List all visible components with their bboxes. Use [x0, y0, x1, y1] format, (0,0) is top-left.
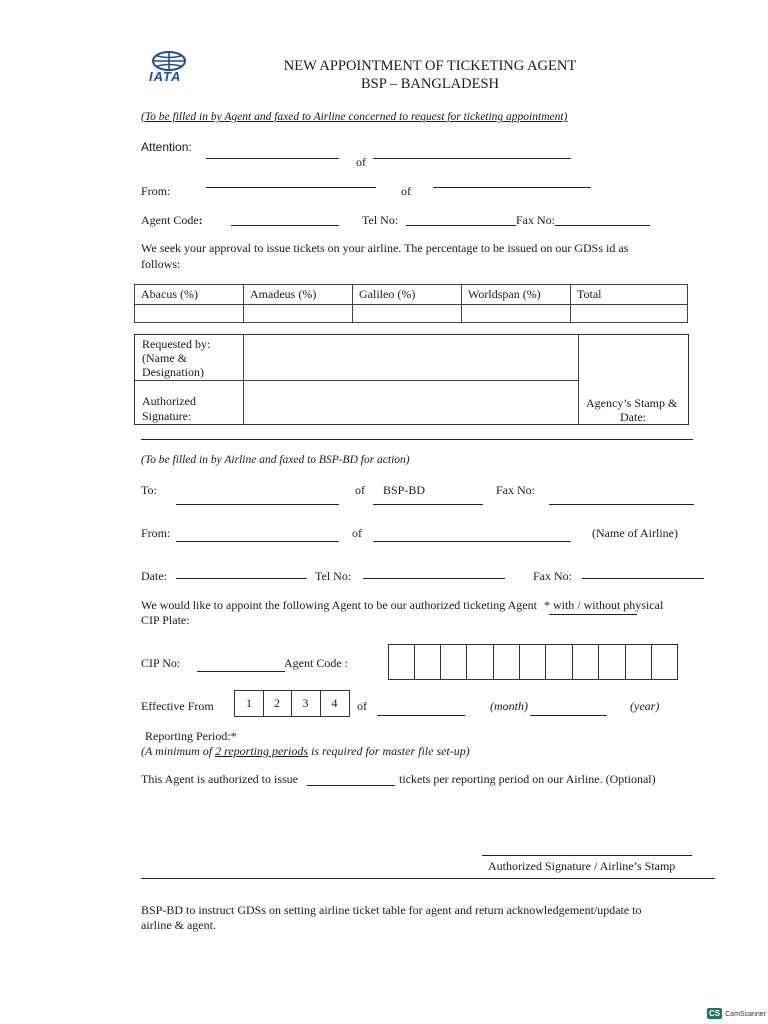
period-boxes[interactable]	[234, 690, 350, 717]
section-divider-1	[141, 439, 693, 440]
iata-logo	[143, 50, 195, 86]
period-1: 1	[246, 696, 252, 710]
fax-field-a[interactable]	[549, 504, 694, 505]
date-field[interactable]	[176, 578, 307, 579]
date-label: Date:	[141, 569, 167, 583]
to-label: To:	[141, 483, 157, 497]
gds-header-total: Total	[571, 285, 688, 305]
cip-no-label: CIP No:	[141, 656, 181, 670]
reporting-period-label: Reporting Period:*	[145, 729, 237, 743]
authorized-signature-field[interactable]	[245, 382, 576, 423]
from-label: From:	[141, 184, 171, 198]
tel-field[interactable]	[406, 225, 516, 226]
with-without-plate: with / without physical	[552, 598, 664, 612]
attention-field[interactable]	[206, 158, 339, 159]
request-table	[134, 334, 689, 425]
minimum-note	[141, 744, 470, 759]
of-label-b: of	[352, 526, 362, 540]
section1-note: (To be filled in by Agent and faxed to Airline concerned to request for ticketing appointment)	[141, 111, 568, 123]
title-line-2: BSP – BANGLADESH	[360, 76, 500, 92]
month-field[interactable]	[377, 715, 465, 716]
requested-by-label: Requested by:	[142, 337, 211, 351]
from-of-field[interactable]	[433, 187, 591, 188]
name-designation-label: (Name &	[142, 351, 187, 365]
from-field[interactable]	[206, 187, 376, 188]
period-3: 3	[302, 696, 309, 710]
airline-signature-field[interactable]	[482, 855, 692, 856]
gds-header-amadeus: Amadeus (%)	[244, 285, 353, 305]
appoint-text-main: We would like to appoint the following Agent to be our authorized ticketing Agent	[141, 598, 537, 612]
designation-label: Designation)	[142, 365, 204, 379]
camscanner-label: CamScanner	[725, 1011, 766, 1018]
minimum-note-pre: (A minimum of	[141, 744, 216, 758]
year-field[interactable]	[530, 715, 607, 716]
bsp-bd-field	[373, 504, 483, 505]
agent-code-text: Agent Code	[141, 213, 199, 227]
gds-worldspan-cell[interactable]	[462, 305, 571, 323]
signature-stamp-label: Authorized Signature / Airline’s Stamp	[488, 859, 676, 873]
gds-header-row	[135, 285, 688, 305]
authorized-issue-pre: This Agent is authorized to issue	[141, 772, 298, 786]
fax-field[interactable]	[555, 225, 650, 226]
of-label-c: of	[357, 699, 367, 713]
minimum-note-link: 2 reporting periods	[215, 744, 308, 758]
gds-table	[134, 284, 688, 323]
iata-logo-text: IATA	[149, 69, 182, 84]
fax-label: Fax No:	[516, 213, 555, 227]
agent-code-boxes[interactable]	[388, 644, 678, 680]
appoint-text-1	[141, 598, 663, 613]
effective-from-label: Effective From	[141, 699, 214, 713]
gds-value-row	[135, 305, 688, 323]
appoint-text-2: CIP Plate:	[141, 613, 190, 627]
title-line-1: NEW APPOINTMENT OF TICKETING AGENT	[283, 58, 577, 74]
section2-note: (To be filled in by Airline and faxed to BSP-BD for action)	[141, 454, 410, 466]
fax-label-b: Fax No:	[533, 569, 572, 583]
gds-abacus-cell[interactable]	[135, 305, 244, 323]
footer-text-1: BSP-BD to instruct GDSs on setting airline ticket table for agent and return acknowledgement/update to	[141, 903, 642, 917]
fax-field-b[interactable]	[582, 578, 704, 579]
agent-code-colon: :	[198, 213, 203, 227]
tel-field-2[interactable]	[363, 578, 505, 579]
agent-code-field[interactable]	[231, 225, 339, 226]
approval-text-2: follows:	[141, 257, 181, 271]
year-label: (year)	[630, 699, 660, 713]
fax-label-a: Fax No:	[496, 483, 535, 497]
tel-label-2: Tel No:	[315, 569, 352, 583]
gds-header-worldspan: Worldspan (%)	[462, 285, 571, 305]
attention-label: Attention:	[141, 140, 192, 154]
to-field[interactable]	[176, 504, 339, 505]
agency-stamp-date-label: Date:	[620, 410, 646, 424]
month-label: (month)	[490, 699, 528, 713]
camscanner-watermark	[707, 1005, 766, 1020]
gds-amadeus-cell[interactable]	[244, 305, 353, 323]
authorized-issue-post: tickets per reporting period on our Airline. (Optional)	[399, 772, 656, 786]
name-of-airline-label: (Name of Airline)	[592, 526, 678, 540]
from-field-2[interactable]	[176, 541, 339, 542]
camscanner-badge: CS	[709, 1009, 721, 1018]
gds-header-abacus: Abacus (%)	[135, 285, 244, 305]
of-label-1: of	[356, 155, 366, 169]
section-divider-2	[141, 878, 715, 879]
approval-text-1: We seek your approval to issue tickets on your airline. The percentage to be issued on our GDSs id as	[141, 241, 629, 255]
tel-label: Tel No:	[362, 213, 399, 227]
with-without-field[interactable]	[549, 614, 637, 615]
requested-by-field[interactable]	[245, 336, 576, 379]
agency-stamp-label: Agency’s Stamp &	[586, 396, 678, 410]
agent-code-label-2: Agent Code :	[284, 656, 348, 670]
from-label-2: From:	[141, 526, 171, 540]
authorized-label: Authorized	[142, 394, 196, 408]
cip-no-field[interactable]	[197, 671, 285, 672]
appoint-star: *	[543, 598, 550, 612]
minimum-note-post: is required for master file set-up)	[308, 744, 470, 758]
signature-label: Signature:	[142, 409, 192, 423]
of-label-a: of	[355, 483, 365, 497]
gds-galileo-cell[interactable]	[353, 305, 462, 323]
bsp-bd-value: BSP-BD	[383, 483, 426, 497]
of-label-2: of	[401, 184, 411, 198]
attention-of-field[interactable]	[373, 158, 571, 159]
airline-field[interactable]	[373, 541, 571, 542]
agent-code-label	[141, 213, 203, 228]
tickets-field[interactable]	[307, 785, 395, 786]
footer-text-2: airline & agent.	[141, 918, 216, 932]
period-4: 4	[331, 696, 338, 710]
period-2: 2	[274, 696, 280, 710]
gds-total-cell[interactable]	[571, 305, 688, 323]
gds-header-galileo: Galileo (%)	[353, 285, 462, 305]
